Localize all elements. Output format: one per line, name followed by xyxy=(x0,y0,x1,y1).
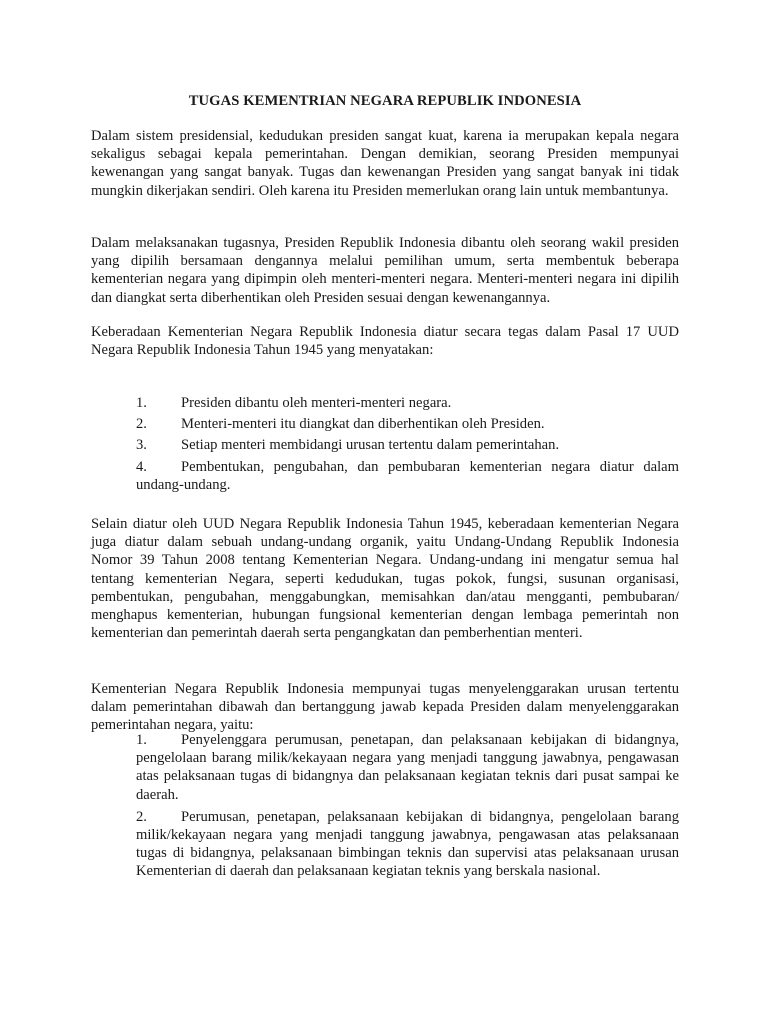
list-text: Setiap menteri membidangi urusan tertentu dalam pemerintahan. xyxy=(181,437,560,454)
document-title: TUGAS KEMENTRIAN NEGARA REPUBLIK INDONESIA xyxy=(188,93,582,109)
list-number: 1. xyxy=(136,732,147,748)
list-item xyxy=(136,415,679,433)
pasal-17-list xyxy=(136,394,679,497)
tugas-list xyxy=(136,731,679,881)
list-number: 2. xyxy=(136,808,147,825)
list-item xyxy=(136,394,679,412)
paragraph-intro: Dalam sistem presidensial, kedudukan presiden sangat kuat, karena ia merupakan kepala negara sekaligus sebagai kepala pemerintahan. Dengan demikian, seorang Presiden mempunyai kewenangan yang sangat banyak. Tugas dan kewenangan Presiden yang sangat banyak ini tidak mungkin dikerjakan sendiri. Oleh karena itu Presiden memerlukan orang lain untuk membantunya. xyxy=(91,128,679,199)
list-item xyxy=(136,808,679,881)
paragraph-uu-39-2008: Selain diatur oleh UUD Negara Republik Indonesia Tahun 1945, keberadaan kementerian Negara juga diatur dalam sebuah undang-undang organik, yaitu Undang-Undang Republik Indonesia Nomor 39 Tahun 2008 tentang Kementerian Negara. Undang-undang ini mengatur semua hal tentang kementerian Negara, seperti kedudukan, tugas pokok, fungsi, susunan organisasi, pembentukan, pengubahan, menggabungkan, memisahkan dan/atau mengganti, pembubaran/ menghapus kementerian, hubungan fungsional kementerian dengan lembaga pemerintah non kementerian dan pemerintah daerah serta pengangkatan dan pemberhentian menteri. xyxy=(91,516,679,642)
list-item xyxy=(136,731,679,804)
list-text: Pembentukan, pengubahan, dan pembubaran kementerian negara diatur dalam undang-undang. xyxy=(136,458,679,493)
list-number: 3. xyxy=(136,437,147,454)
paragraph-pasal-17: Keberadaan Kementerian Negara Republik Indonesia diatur secara tegas dalam Pasal 17 UUD Negara Republik Indonesia Tahun 1945 yang menyatakan: xyxy=(91,324,679,359)
list-item xyxy=(136,436,679,454)
list-text: Penyelenggara perumusan, penetapan, dan pelaksanaan kebijakan di bidangnya, pengelolaan barang milik/kekayaan negara yang menjadi tanggung jawabnya, pengawasan atas pelaksanaan tugas di bidangnya dan pelaksanaan kegiatan teknis dari pusat sampai ke daerah. xyxy=(136,732,679,803)
list-text: Menteri-menteri itu diangkat dan diberhentikan oleh Presiden. xyxy=(181,416,545,433)
paragraph-wakil-presiden: Dalam melaksanakan tugasnya, Presiden Republik Indonesia dibantu oleh seorang wakil presiden yang dipilih bersamaan dengannya melalui pemilihan umum, serta membentuk beberapa kementerian negara yang dipimpin oleh menteri-menteri negara. Menteri-menteri negara ini dipilih dan diangkat serta diberhentikan oleh Presiden sesuai dengan kewenangannya. xyxy=(91,235,679,306)
list-number: 2. xyxy=(136,416,147,433)
paragraph-tugas-kementerian: Kementerian Negara Republik Indonesia mempunyai tugas menyelenggarakan urusan tertentu dalam pemerintahan dibawah dan bertanggung jawab kepada Presiden dalam menyelenggarakan pemerintahan negara, yaitu: xyxy=(91,681,679,734)
list-number: 4. xyxy=(136,458,147,475)
list-number: 1. xyxy=(136,395,147,411)
list-text: Presiden dibantu oleh menteri-menteri negara. xyxy=(181,395,452,411)
list-item xyxy=(136,458,679,494)
list-text: Perumusan, penetapan, pelaksanaan kebijakan di bidangnya, pengelolaan barang milik/kekayaan negara yang menjadi tanggung jawabnya, pengawasan atas pelaksanaan tugas di bidangnya, pelaksanaan bimbingan teknis dan supervisi atas pelaksanaan urusan Kementerian di daerah dan pelaksanaan kegiatan teknis yang berskala nasional. xyxy=(136,808,679,880)
